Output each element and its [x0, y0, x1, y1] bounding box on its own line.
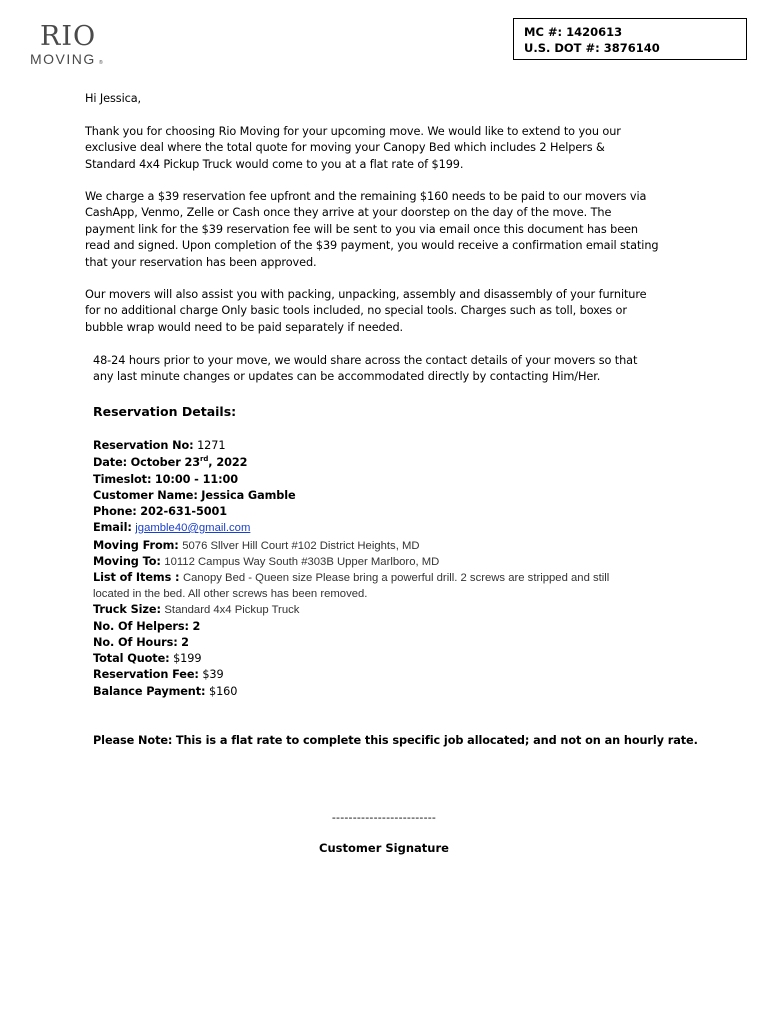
email-label: Email: — [93, 521, 132, 534]
items-row-continued — [93, 586, 367, 602]
hours-label: No. Of Hours: — [93, 635, 178, 649]
date-value — [131, 456, 248, 469]
intro-line-2: exclusive deal where the total quote for moving your Canopy Bed which includes 2 Helpers & — [85, 141, 605, 155]
email-link[interactable]: jgamble40@gmail.com — [135, 522, 251, 534]
payment-line-5: that your reservation has been approved. — [85, 255, 317, 269]
signature-line[interactable]: ------------------------- — [331, 811, 437, 824]
date-day: October 23 — [130, 456, 201, 469]
payment-line-1: We charge a $39 reservation fee upfront and the remaining $160 needs to be paid to our movers via — [85, 190, 647, 203]
logo-rio-text: RIO — [40, 21, 97, 52]
services-line-3: bubble wrap would need to be paid separately if needed. — [85, 320, 404, 334]
logo-moving-text: MOVING — [30, 51, 96, 67]
flat-rate-note — [93, 733, 698, 749]
moving-to-row — [93, 554, 439, 570]
email-row — [93, 520, 250, 536]
moving-to-label: Moving To: — [93, 554, 161, 568]
moving-from-row — [93, 538, 420, 554]
registration-box — [513, 18, 747, 60]
reservation-fee-row — [93, 667, 224, 683]
customer-name-row — [93, 488, 296, 504]
phone-label: Phone: — [93, 504, 137, 518]
total-quote-row — [93, 651, 201, 667]
intro-line-1: Thank you for choosing Rio Moving for your upcoming move. We would like to extend to you our — [85, 125, 621, 138]
date-suffix: rd — [200, 455, 209, 464]
intro-line-3: Standard 4x4 Pickup Truck would come to you at a flat rate of $199. — [85, 157, 464, 171]
date-label: Date: — [93, 456, 128, 469]
note-text: This is a flat rate to complete this specific job allocated; and not on an hourly rate. — [175, 734, 698, 747]
reservation-number-value: 1271 — [197, 439, 226, 452]
items-row — [93, 570, 609, 586]
helpers-label: No. Of Helpers: — [93, 619, 189, 633]
items-label: List of Items : — [93, 570, 180, 584]
customer-name-value: Jessica Gamble — [201, 488, 296, 502]
date-row — [93, 455, 247, 471]
total-quote-value: $199 — [173, 652, 202, 665]
reservation-number-label: Reservation No: — [93, 439, 194, 452]
contact-line-1: 48-24 hours prior to your move, we would share across the contact details of your movers so that — [93, 354, 638, 367]
moving-to-value: 10112 Campus Way South #303B Upper Marlboro, MD — [164, 555, 440, 568]
helpers-value: 2 — [192, 619, 201, 633]
phone-row — [93, 504, 227, 520]
helpers-row — [93, 619, 200, 635]
reservation-fee-value: $39 — [202, 668, 224, 681]
items-value-line-1: Canopy Bed - Queen size Please bring a powerful drill. 2 screws are stripped and still — [182, 571, 610, 584]
timeslot-row — [93, 472, 238, 488]
reservation-fee-label: Reservation Fee: — [93, 668, 199, 681]
truck-size-row — [93, 602, 299, 618]
greeting: Hi Jessica, — [85, 92, 142, 105]
payment-line-2: CashApp, Venmo, Zelle or Cash once they arrive at your doorstep on the day of the move. The — [85, 206, 612, 220]
hours-row — [93, 635, 189, 651]
customer-name-label: Customer Name: — [93, 488, 198, 502]
reservation-details-heading: Reservation Details: — [93, 404, 237, 419]
mc-number: MC #: 1420613 — [524, 25, 623, 39]
date-year: , 2022 — [208, 456, 248, 469]
services-line-2: for no additional charge Only basic tools included, no special tools. Charges such as toll, boxes or — [85, 304, 627, 318]
dot-number: U.S. DOT #: 3876140 — [524, 41, 660, 55]
hours-value: 2 — [181, 635, 189, 649]
timeslot-label: Timeslot: — [93, 472, 152, 486]
customer-signature-label: Customer Signature — [319, 841, 449, 855]
note-label: Please Note: — [93, 734, 173, 747]
moving-from-label: Moving From: — [93, 538, 179, 552]
truck-size-label: Truck Size: — [93, 603, 161, 616]
balance-payment-label: Balance Payment: — [93, 684, 206, 698]
phone-value: 202-631-5001 — [140, 504, 227, 518]
logo-registered-mark: ® — [99, 60, 103, 66]
timeslot-value: 10:00 - 11:00 — [154, 472, 239, 486]
balance-payment-value: $160 — [208, 684, 238, 698]
truck-size-value: Standard 4x4 Pickup Truck — [164, 604, 300, 616]
contact-line-2: any last minute changes or updates can be accommodated directly by contacting Him/Her. — [93, 370, 601, 384]
payment-line-4: read and signed. Upon completion of the $39 payment, you would receive a confirmation email stating — [85, 239, 659, 253]
services-line-1: Our movers will also assist you with packing, unpacking, assembly and disassembly of your furniture — [85, 288, 647, 301]
balance-payment-row — [93, 684, 237, 700]
total-quote-label: Total Quote: — [93, 652, 170, 665]
reservation-number-row — [93, 438, 225, 454]
payment-line-3: payment link for the $39 reservation fee will be sent to you via email once this document has been — [85, 222, 638, 236]
moving-from-value: 5076 Sllver Hill Court #102 District Heights, MD — [182, 539, 420, 552]
items-value-line-2: located in the bed. All other screws has been removed. — [93, 588, 368, 600]
company-logo — [30, 22, 110, 70]
